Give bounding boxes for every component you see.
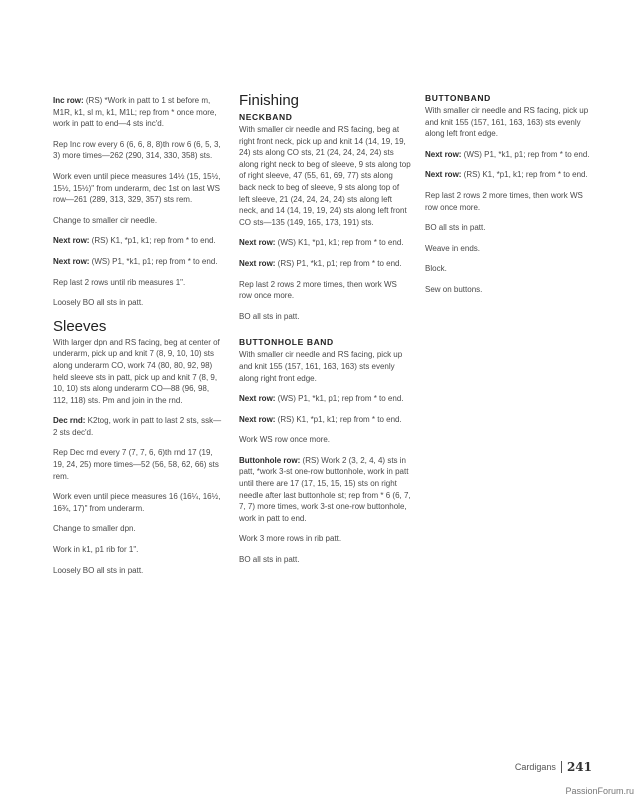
next-row-text: (WS) P1, *k1, p1; rep from * to end. xyxy=(461,149,590,159)
footer-section-name: Cardigans xyxy=(514,762,556,772)
next-row-paragraph xyxy=(239,414,411,426)
next-row-label: Next row: xyxy=(53,256,90,266)
bo-paragraph: BO all sts in patt. xyxy=(239,555,300,565)
finishing-heading: Finishing xyxy=(239,92,300,109)
next-row-text: (RS) K1, *p1, k1; rep from * to end. xyxy=(275,414,402,424)
weave-paragraph: Weave in ends. xyxy=(425,243,480,253)
bo-paragraph: Loosely BO all sts in patt. xyxy=(53,298,144,308)
work-even-sleeve-paragraph: Work even until piece measures 16 (16¼, 16½, 16¾, 17)" from underarm. xyxy=(53,492,221,513)
next-row-paragraph xyxy=(53,235,225,247)
next-row-label: Next row: xyxy=(239,394,276,404)
bo-paragraph: BO all sts in patt. xyxy=(239,311,300,321)
watermark: PassionForum.ru xyxy=(565,786,634,796)
buttonhole-row-text: (RS) Work 2 (3, 2, 4, 4) sts in patt, *work 3-st one-row buttonhole, work in patt until there are 17 (17, 15, 15, 15) sts on right needle after last buttonhole st; rep from * 6 (6, 7, 7, 7) more times, work 3-st one-row buttonhole, work in patt to end. xyxy=(239,455,411,523)
next-row-text: (RS) K1, *p1, k1; rep from * to end. xyxy=(461,170,588,180)
buttonhole-row-label: Buttonhole row: xyxy=(239,455,301,465)
next-row-paragraph xyxy=(239,258,411,270)
neckband-heading: NECKBAND xyxy=(239,112,293,122)
inc-row-paragraph xyxy=(53,95,225,130)
block-paragraph: Block. xyxy=(425,264,447,274)
sleeves-pickup-paragraph: With larger dpn and RS facing, beg at center of underarm, pick up and knit 7 (8, 9, 10, 10) sts along underarm CO, work 74 (80, 80, 92, 98) held sleeve sts in patt, pick up and knit 7 (8, 9, 10, 10) sts along underarm CO—88 (96, 98, 112, 118) sts. Pm and join in the rnd. xyxy=(53,337,220,405)
change-dpn-paragraph: Change to smaller dpn. xyxy=(53,524,136,534)
rib-paragraph: Work in k1, p1 rib for 1". xyxy=(53,545,139,555)
buttonband-pickup-paragraph: With smaller cir needle and RS facing, pick up and knit 155 (157, 161, 163, 163) sts evenly along left front edge. xyxy=(425,106,589,139)
rep-rows-paragraph: Rep last 2 rows 2 more times, then work WS row once more. xyxy=(239,279,397,301)
work-even-paragraph: Work even until piece measures 14½ (15, 15½, 15½, 15½)" from underarm, dec 1st on last WS row—261 (289, 313, 329, 357) sts rem. xyxy=(53,171,221,205)
work-ws-paragraph: Work WS row once more. xyxy=(239,435,330,445)
next-row-text: (WS) P1, *k1, p1; rep from * to end. xyxy=(275,394,404,404)
next-row-text: (WS) P1, *k1, p1; rep from * to end. xyxy=(89,256,218,266)
next-row-text: (WS) K1, *p1, k1; rep from * to end. xyxy=(275,238,404,248)
neckband-pickup-paragraph: With smaller cir needle and RS facing, beg at right front neck, pick up and knit 14 (14, 19, 19, 24) sts along CO sts, 21 (24, 24, 24, 24) sts along right neck to beg of sleeve, 9 sts along top of right sleeve, 47 (55, 61, 69, 77) sts along back neck to beg of sleeve, 9 sts along top of left sleeve, 21 (24, 24, 24, 24) sts along left neck, and 14 (14, 19, 19, 24) sts along left front CO sts—135 (149, 165, 173, 191) sts. xyxy=(239,125,411,227)
buttonhole-row-paragraph xyxy=(239,455,411,525)
dec-rnd-paragraph xyxy=(53,415,225,438)
next-row-label: Next row: xyxy=(53,236,90,246)
buttonhole-pickup-paragraph: With smaller cir needle and RS facing, pick up and knit 155 (157, 161, 163, 163) sts evenly along right front edge. xyxy=(239,350,403,383)
dec-rnd-text: K2tog, work in patt to last 2 sts, ssk—2 sts dec'd. xyxy=(53,416,222,437)
sew-buttons-paragraph: Sew on buttons. xyxy=(425,284,483,294)
column-left xyxy=(53,95,225,585)
work-rib-paragraph: Work 3 more rows in rib patt. xyxy=(239,534,342,544)
buttonband-heading: BUTTONBAND xyxy=(425,93,491,103)
page-footer xyxy=(515,760,592,774)
sleeves-heading: Sleeves xyxy=(53,317,107,335)
next-row-label: Next row: xyxy=(239,414,276,424)
inc-row-text: (RS) *Work in patt to 1 st before m, M1R, k1, sl m, k1, M1L; rep from * once more, work in patt to end—4 sts inc'd. xyxy=(53,96,217,129)
column-right xyxy=(425,92,597,305)
inc-row-label: Inc row: xyxy=(53,96,84,105)
rep-inc-paragraph: Rep Inc row every 6 (6, 6, 8, 8)th row 6 (6, 5, 3, 3) more times—262 (290, 314, 330, 358) sts. xyxy=(53,139,221,161)
next-row-label: Next row: xyxy=(425,170,462,180)
page-number: 241 xyxy=(566,760,592,774)
next-row-text: (RS) P1, *k1, p1; rep from * to end. xyxy=(275,258,402,268)
next-row-paragraph xyxy=(53,256,225,268)
rep-rib-paragraph: Rep last 2 rows until rib measures 1". xyxy=(53,277,186,287)
next-row-paragraph xyxy=(239,393,411,405)
next-row-label: Next row: xyxy=(239,258,276,268)
next-row-text: (RS) K1, *p1, k1; rep from * to end. xyxy=(89,236,216,246)
footer-divider xyxy=(561,761,562,773)
next-row-paragraph xyxy=(239,237,411,249)
change-needle-paragraph: Change to smaller cir needle. xyxy=(53,215,158,225)
rep-dec-paragraph: Rep Dec rnd every 7 (7, 7, 6, 6)th rnd 17 (19, 19, 24, 25) more times—52 (56, 58, 62, 66) sts rem. xyxy=(53,448,219,481)
bo-paragraph: BO all sts in patt. xyxy=(425,223,486,233)
bo-sleeve-paragraph: Loosely BO all sts in patt. xyxy=(53,565,144,575)
column-middle xyxy=(239,92,411,575)
next-row-label: Next row: xyxy=(239,238,276,248)
dec-rnd-label: Dec rnd: xyxy=(53,416,86,426)
next-row-paragraph xyxy=(425,149,597,161)
rep-rows-paragraph: Rep last 2 rows 2 more times, then work WS row once more. xyxy=(425,190,583,212)
next-row-paragraph xyxy=(425,169,597,181)
next-row-label: Next row: xyxy=(425,149,462,159)
buttonhole-band-heading: BUTTONHOLE BAND xyxy=(239,337,334,348)
